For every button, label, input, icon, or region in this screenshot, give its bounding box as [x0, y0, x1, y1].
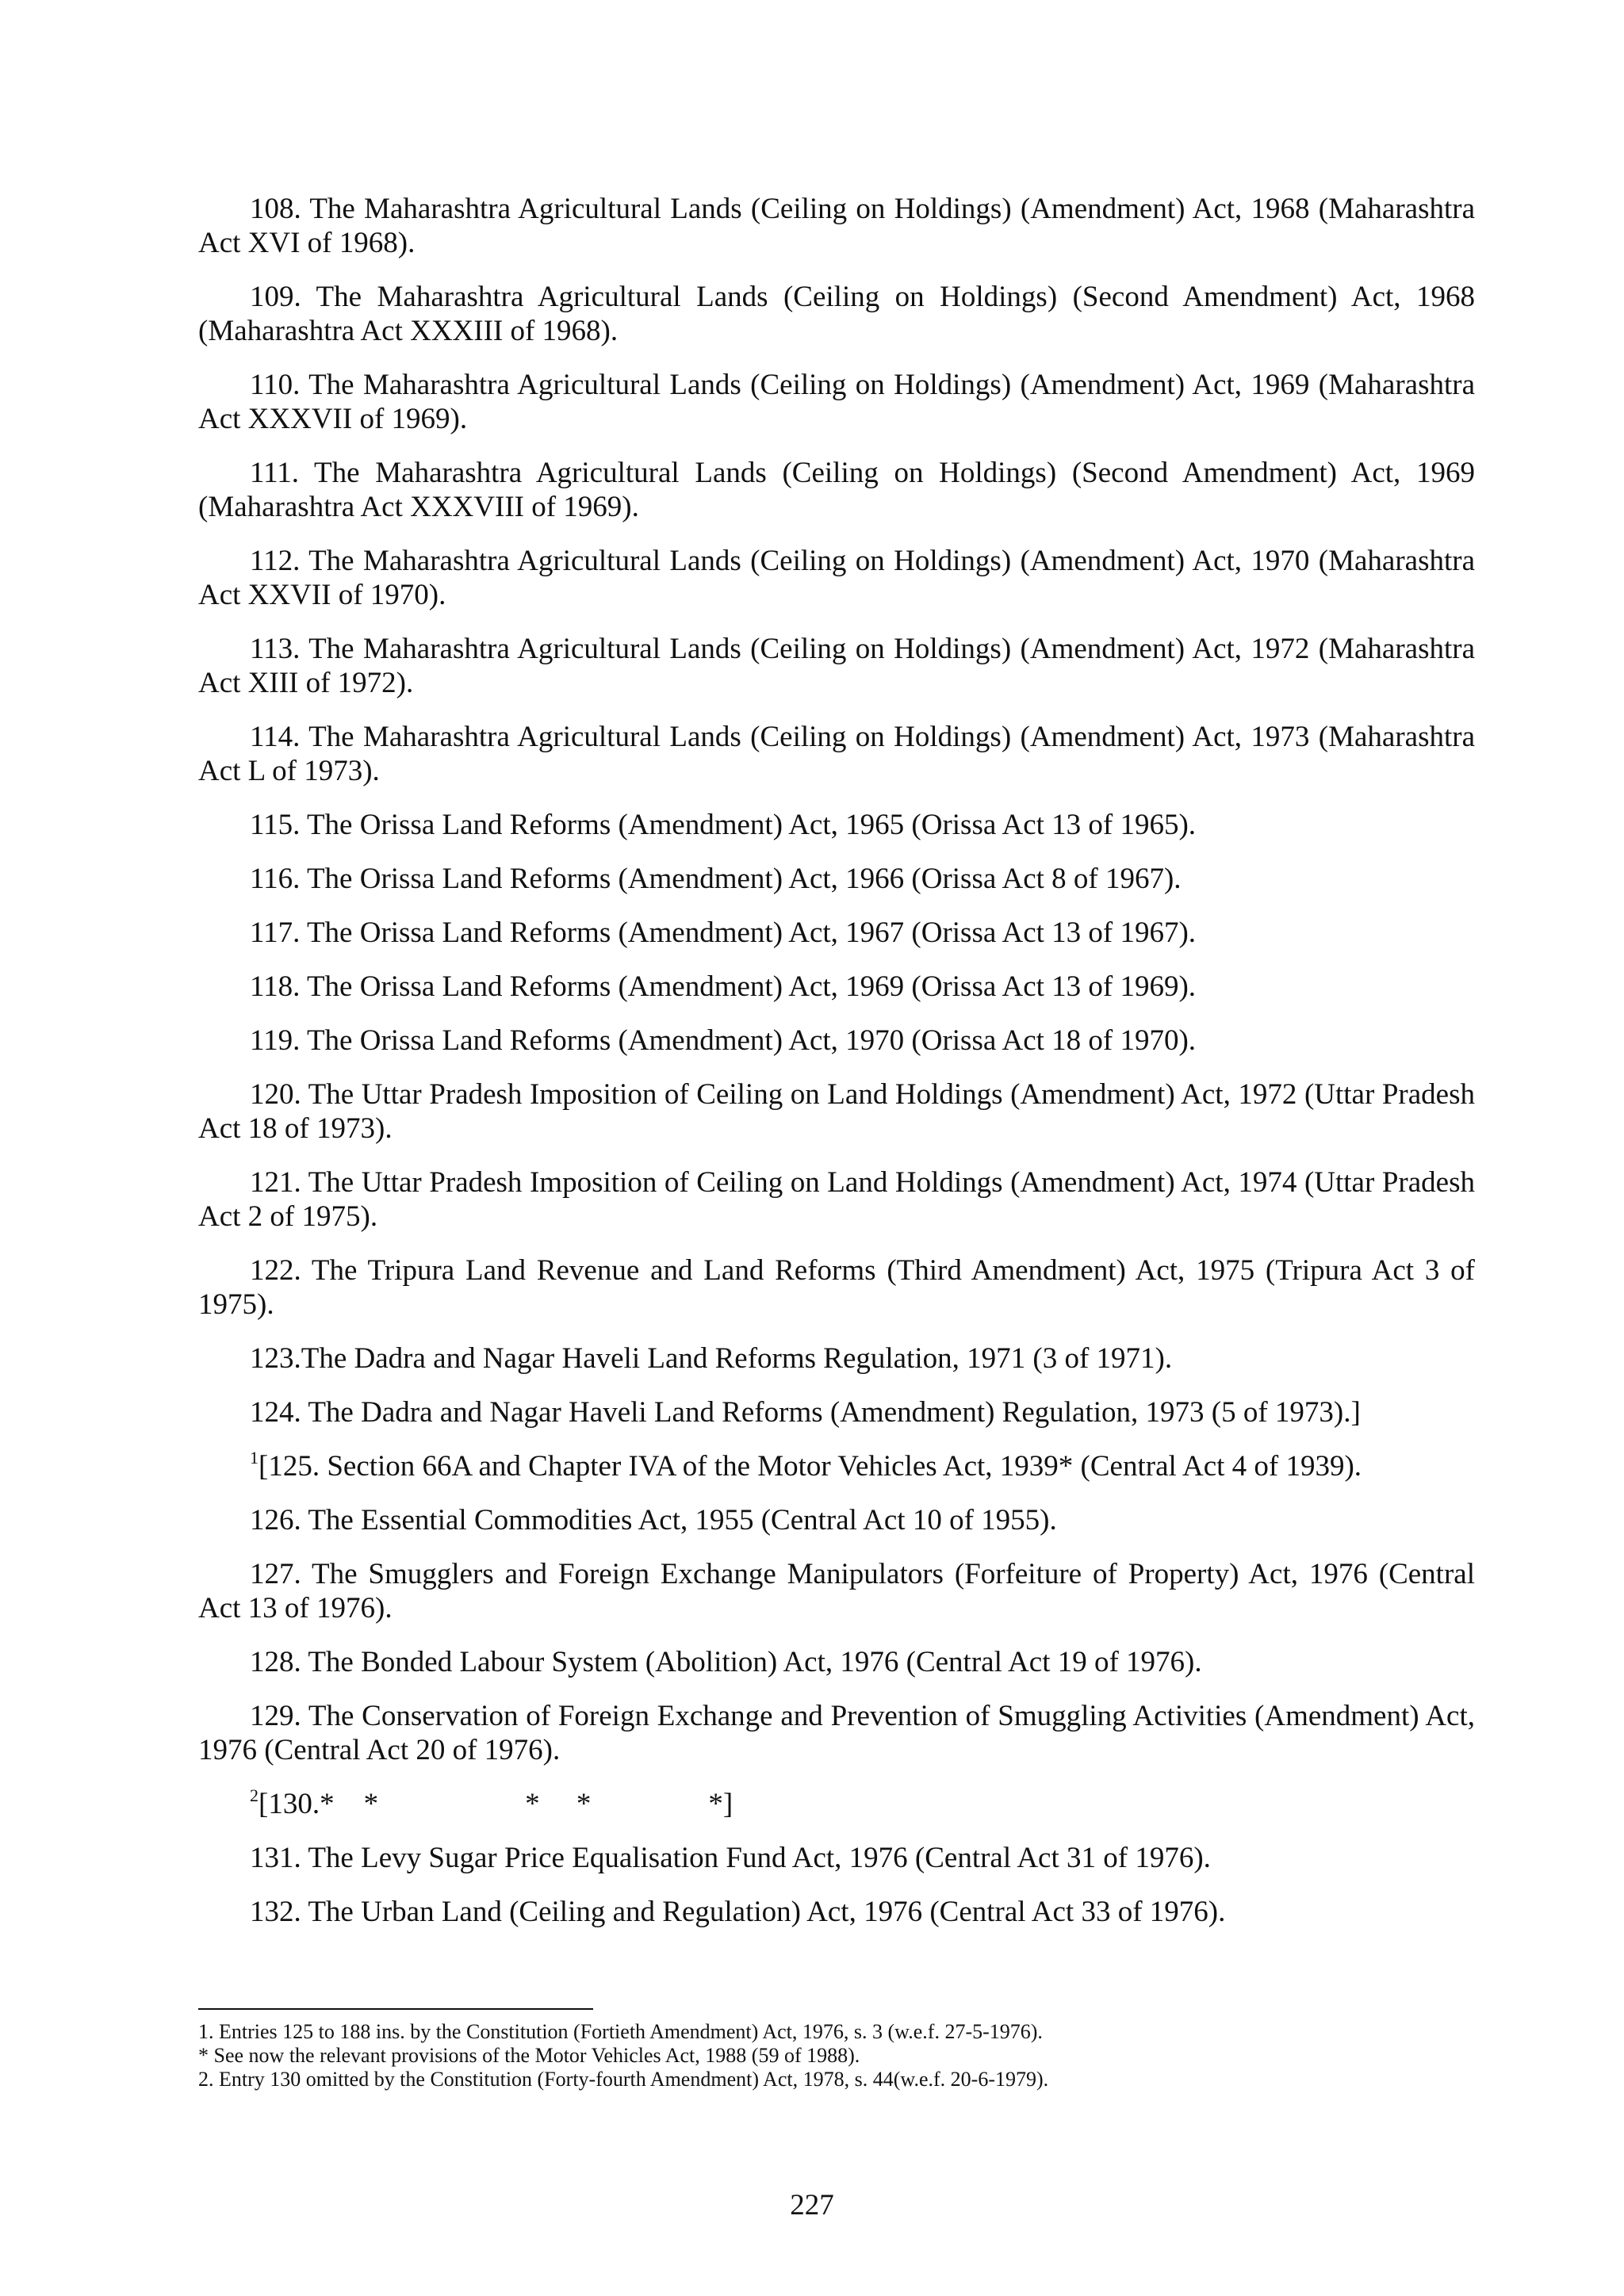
- entry-129: 129. The Conservation of Foreign Exchange and Prevention of Smuggling Activities (Amendment) Act, 1976 (Central Act 20 of 1976).: [198, 1700, 1475, 1766]
- entry-128: 128. The Bonded Labour System (Abolition) Act, 1976 (Central Act 19 of 1976).: [250, 1646, 1202, 1678]
- entry-108: 108. The Maharashtra Agricultural Lands (Ceiling on Holdings) (Amendment) Act, 1968 (Maharashtra Act XVI of 1968).: [198, 193, 1475, 259]
- entry-127: 127. The Smugglers and Foreign Exchange Manipulators (Forfeiture of Property) Act, 1976 (Central Act 13 of 1976).: [198, 1558, 1475, 1624]
- footnote-marker-1: 1: [250, 1447, 259, 1468]
- entry-124: 124. The Dadra and Nagar Haveli Land Reforms (Amendment) Regulation, 1973 (5 of 1973).]: [250, 1396, 1361, 1429]
- entry-123: 123.The Dadra and Nagar Haveli Land Reforms Regulation, 1971 (3 of 1971).: [250, 1342, 1173, 1375]
- footnotes: [198, 2020, 1475, 2091]
- entry-118: 118. The Orissa Land Reforms (Amendment) Act, 1969 (Orissa Act 13 of 1969).: [250, 970, 1197, 1003]
- entry-113: 113. The Maharashtra Agricultural Lands (Ceiling on Holdings) (Amendment) Act, 1972 (Maharashtra Act XIII of 1972).: [198, 633, 1475, 699]
- entry-121: 121. The Uttar Pradesh Imposition of Ceiling on Land Holdings (Amendment) Act, 1974 (Uttar Pradesh Act 2 of 1975).: [198, 1166, 1490, 1233]
- entry-117: 117. The Orissa Land Reforms (Amendment) Act, 1967 (Orissa Act 13 of 1967).: [250, 916, 1197, 949]
- entry-130-omitted: $^2$[130.* * * * *]: [250, 1785, 733, 1820]
- footnote-marker-2: 2: [250, 1785, 259, 1805]
- entry-132: 132. The Urban Land (Ceiling and Regulation) Act, 1976 (Central Act 33 of 1976).: [250, 1896, 1226, 1928]
- entry-116: 116. The Orissa Land Reforms (Amendment) Act, 1966 (Orissa Act 8 of 1967).: [250, 863, 1182, 895]
- entry-119: 119. The Orissa Land Reforms (Amendment) Act, 1970 (Orissa Act 18 of 1970).: [250, 1024, 1197, 1057]
- entry-110: 110. The Maharashtra Agricultural Lands (Ceiling on Holdings) (Amendment) Act, 1969 (Maharashtra Act XXXVII of 1969).: [198, 369, 1475, 435]
- entry-126: 126. The Essential Commodities Act, 1955 (Central Act 10 of 1955).: [250, 1504, 1057, 1536]
- entry-114: 114. The Maharashtra Agricultural Lands (Ceiling on Holdings) (Amendment) Act, 1973 (Maharashtra Act L of 1973).: [198, 721, 1475, 787]
- entry-131: 131. The Levy Sugar Price Equalisation Fund Act, 1976 (Central Act 31 of 1976).: [250, 1842, 1211, 1874]
- footnote-asterisk: * See now the relevant provisions of the Motor Vehicles Act, 1988 (59 of 1988).: [198, 2044, 860, 2067]
- entry-115: 115. The Orissa Land Reforms (Amendment) Act, 1965 (Orissa Act 13 of 1965).: [250, 809, 1197, 841]
- entry-109: 109. The Maharashtra Agricultural Lands (Ceiling on Holdings) (Second Amendment) Act, 1968 (Maharashtra Act XXXIII of 1968).: [198, 281, 1475, 347]
- footnote-divider: [198, 2008, 593, 2010]
- schedule-entries: [198, 192, 1490, 1949]
- entry-122: 122. The Tripura Land Revenue and Land Reforms (Third Amendment) Act, 1975 (Tripura Act 3 of 1975).: [198, 1254, 1475, 1321]
- entry-112: 112. The Maharashtra Agricultural Lands (Ceiling on Holdings) (Amendment) Act, 1970 (Maharashtra Act XXVII of 1970).: [198, 545, 1475, 611]
- footnote-2: 2. Entry 130 omitted by the Constitution (Forty-fourth Amendment) Act, 1978, s. 44(w.e.f. 20-6-1979).: [198, 2068, 1049, 2091]
- entry-125: $^1$[125. Section 66A and Chapter IVA of the Motor Vehicles Act, 1939* (Central Act 4 of 1939).: [250, 1447, 1362, 1483]
- page-number: 227: [790, 2189, 834, 2221]
- entry-111: 111. The Maharashtra Agricultural Lands (Ceiling on Holdings) (Second Amendment) Act, 1969 (Maharashtra Act XXXVIII of 1969).: [198, 457, 1475, 523]
- entry-120: 120. The Uttar Pradesh Imposition of Ceiling on Land Holdings (Amendment) Act, 1972 (Uttar Pradesh Act 18 of 1973).: [198, 1078, 1490, 1145]
- footnote-1: 1. Entries 125 to 188 ins. by the Constitution (Fortieth Amendment) Act, 1976, s. 3 (w.e.f. 27-5-1976).: [198, 2020, 1043, 2043]
